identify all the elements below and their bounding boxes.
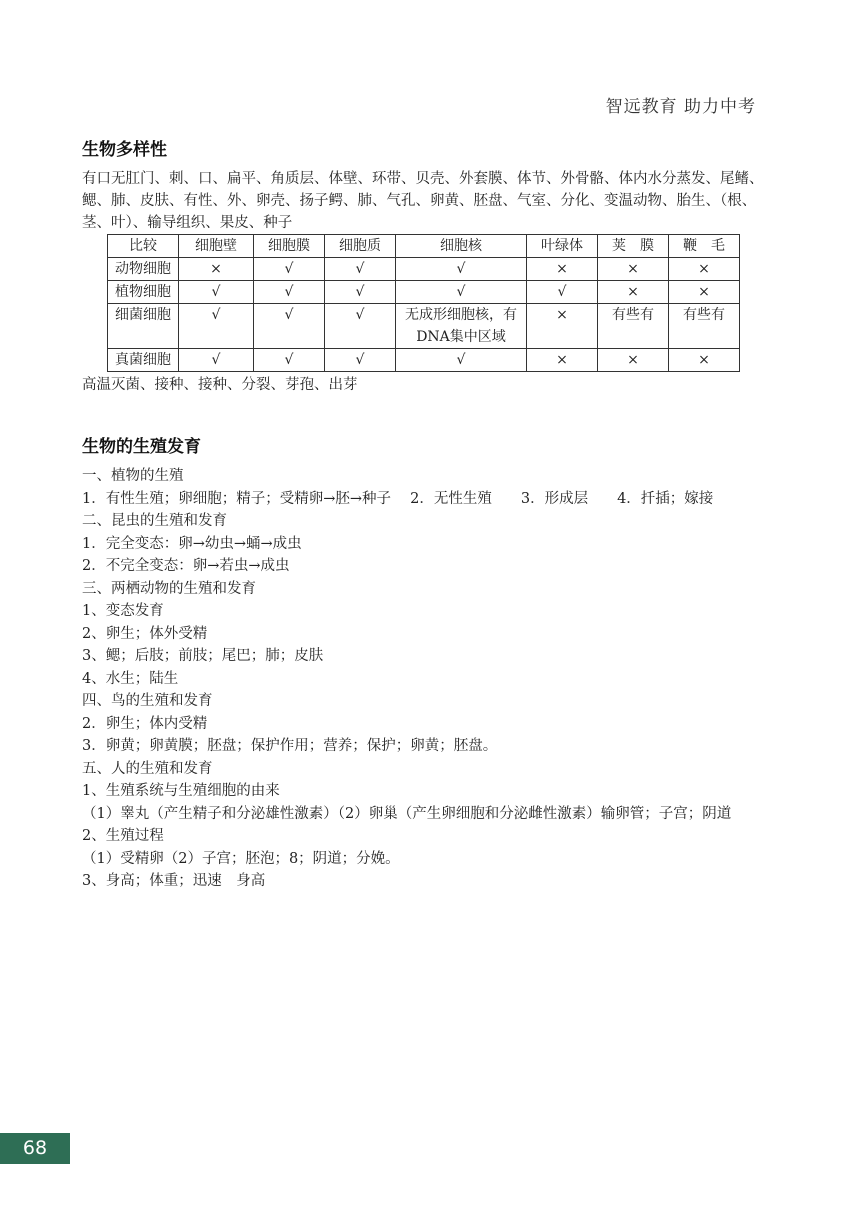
content-line: 3、身高；体重；迅速 身高 [82, 873, 266, 889]
table-cell: 有些有 [598, 304, 669, 349]
table-cell: √ [325, 304, 396, 349]
table-cell: √ [325, 349, 396, 372]
table-cell: × [527, 304, 598, 349]
table-cell: √ [179, 349, 254, 372]
content-line: 1、变态发育 [82, 603, 164, 619]
content-line: 2．不完全变态：卵→若虫→成虫 [82, 558, 290, 574]
table-cell: √ [254, 258, 325, 281]
content-line: 五、人的生殖和发育 [82, 760, 213, 777]
table-cell: √ [325, 258, 396, 281]
table-cell: 动物细胞 [108, 258, 179, 281]
table-cell: √ [254, 304, 325, 349]
section-title-diversity: 生物多样性 [82, 140, 167, 160]
table-cell: √ [254, 281, 325, 304]
content-line: 2．卵生；体内受精 [82, 715, 208, 732]
content-line: 二、昆虫的生殖和发育 [82, 513, 227, 529]
content-line: 1．有性生殖；卵细胞；精子；受精卵→胚→种子 2．无性生殖 3．形成层 4．扦插；嫁接 [82, 490, 714, 507]
content-line: 1、生殖系统与生殖细胞的由来 [82, 783, 280, 799]
page-number: 68 [0, 1133, 70, 1164]
diversity-paragraph: 有口无肛门、刺、口、扁平、角质层、体壁、环带、贝壳、外套膜、体节、外骨骼、体内水分蒸发、尾鳍、鳃、肺、皮肤、有性、外、卵壳、扬子鳄、肺、气孔、卵黄、胚盘、气室、分化、变温动物、胎生、（根、茎、叶）、输导组织、果皮、种子 [82, 171, 764, 231]
table-cell: √ [396, 258, 527, 281]
table-cell: × [527, 349, 598, 372]
table-row [108, 281, 740, 304]
table-header-cell: 鞭 毛 [669, 235, 740, 258]
content-line: 四、鸟的生殖和发育 [82, 693, 213, 709]
reproduction-content [82, 465, 802, 893]
content-line: 三、两栖动物的生殖和发育 [82, 580, 256, 597]
table-cell: × [598, 349, 669, 372]
content-line: 一、植物的生殖 [82, 468, 184, 484]
table-cell: √ [179, 304, 254, 349]
table-cell: 有些有 [669, 304, 740, 349]
content-line: （1）睾丸（产生精子和分泌雄性激素）（2）卵巢（产生卵细胞和分泌雌性激素）输卵管；子宫；阴道 [82, 805, 732, 822]
table-cell: 植物细胞 [108, 281, 179, 304]
table-cell: √ [527, 281, 598, 304]
table-header-cell: 细胞壁 [179, 235, 254, 258]
table-header-row [108, 235, 740, 258]
table-cell: 细菌细胞 [108, 304, 179, 349]
after-table-text: 高温灭菌、接种、接种、分裂、芽孢、出芽 [82, 377, 358, 393]
content-line: 3．卵黄；卵黄膜；胚盘；保护作用；营养；保护；卵黄；胚盘。 [82, 738, 498, 754]
content-line: 2、卵生；体外受精 [82, 625, 208, 642]
header-brand: 智远教育 助力中考 [605, 97, 756, 117]
table-cell: × [669, 349, 740, 372]
section-title-reproduction: 生物的生殖发育 [82, 437, 201, 457]
table-cell: × [179, 258, 254, 281]
table-cell: × [598, 258, 669, 281]
table-cell: 真菌细胞 [108, 349, 179, 372]
table-cell: √ [325, 281, 396, 304]
table-cell: × [527, 258, 598, 281]
table-cell: √ [179, 281, 254, 304]
table-row [108, 349, 740, 372]
table-cell: √ [396, 349, 527, 372]
table-cell: √ [254, 349, 325, 372]
table-row [108, 258, 740, 281]
table-header-cell: 叶绿体 [527, 235, 598, 258]
table-header-cell: 荚 膜 [598, 235, 669, 258]
table-header-cell: 细胞核 [396, 235, 527, 258]
table-cell: × [669, 258, 740, 281]
content-line: 2、生殖过程 [82, 828, 164, 844]
content-line: 3、鳃；后肢；前肢；尾巴；肺；皮肤 [82, 648, 324, 664]
table-cell: √ [396, 281, 527, 304]
table-cell: × [669, 281, 740, 304]
table-header-cell: 细胞膜 [254, 235, 325, 258]
table-cell: × [598, 281, 669, 304]
content-line: 1．完全变态：卵→幼虫→蛹→成虫 [82, 535, 302, 552]
table-header-cell: 细胞质 [325, 235, 396, 258]
cell-comparison-table [107, 234, 740, 372]
content-line: （1）受精卵（2）子宫；胚泡；8；阴道；分娩。 [82, 850, 400, 867]
table-header-cell: 比较 [108, 235, 179, 258]
table-cell: 无成形细胞核，有DNA集中区域 [396, 304, 527, 349]
content-line: 4、水生；陆生 [82, 670, 179, 687]
table-row [108, 304, 740, 349]
